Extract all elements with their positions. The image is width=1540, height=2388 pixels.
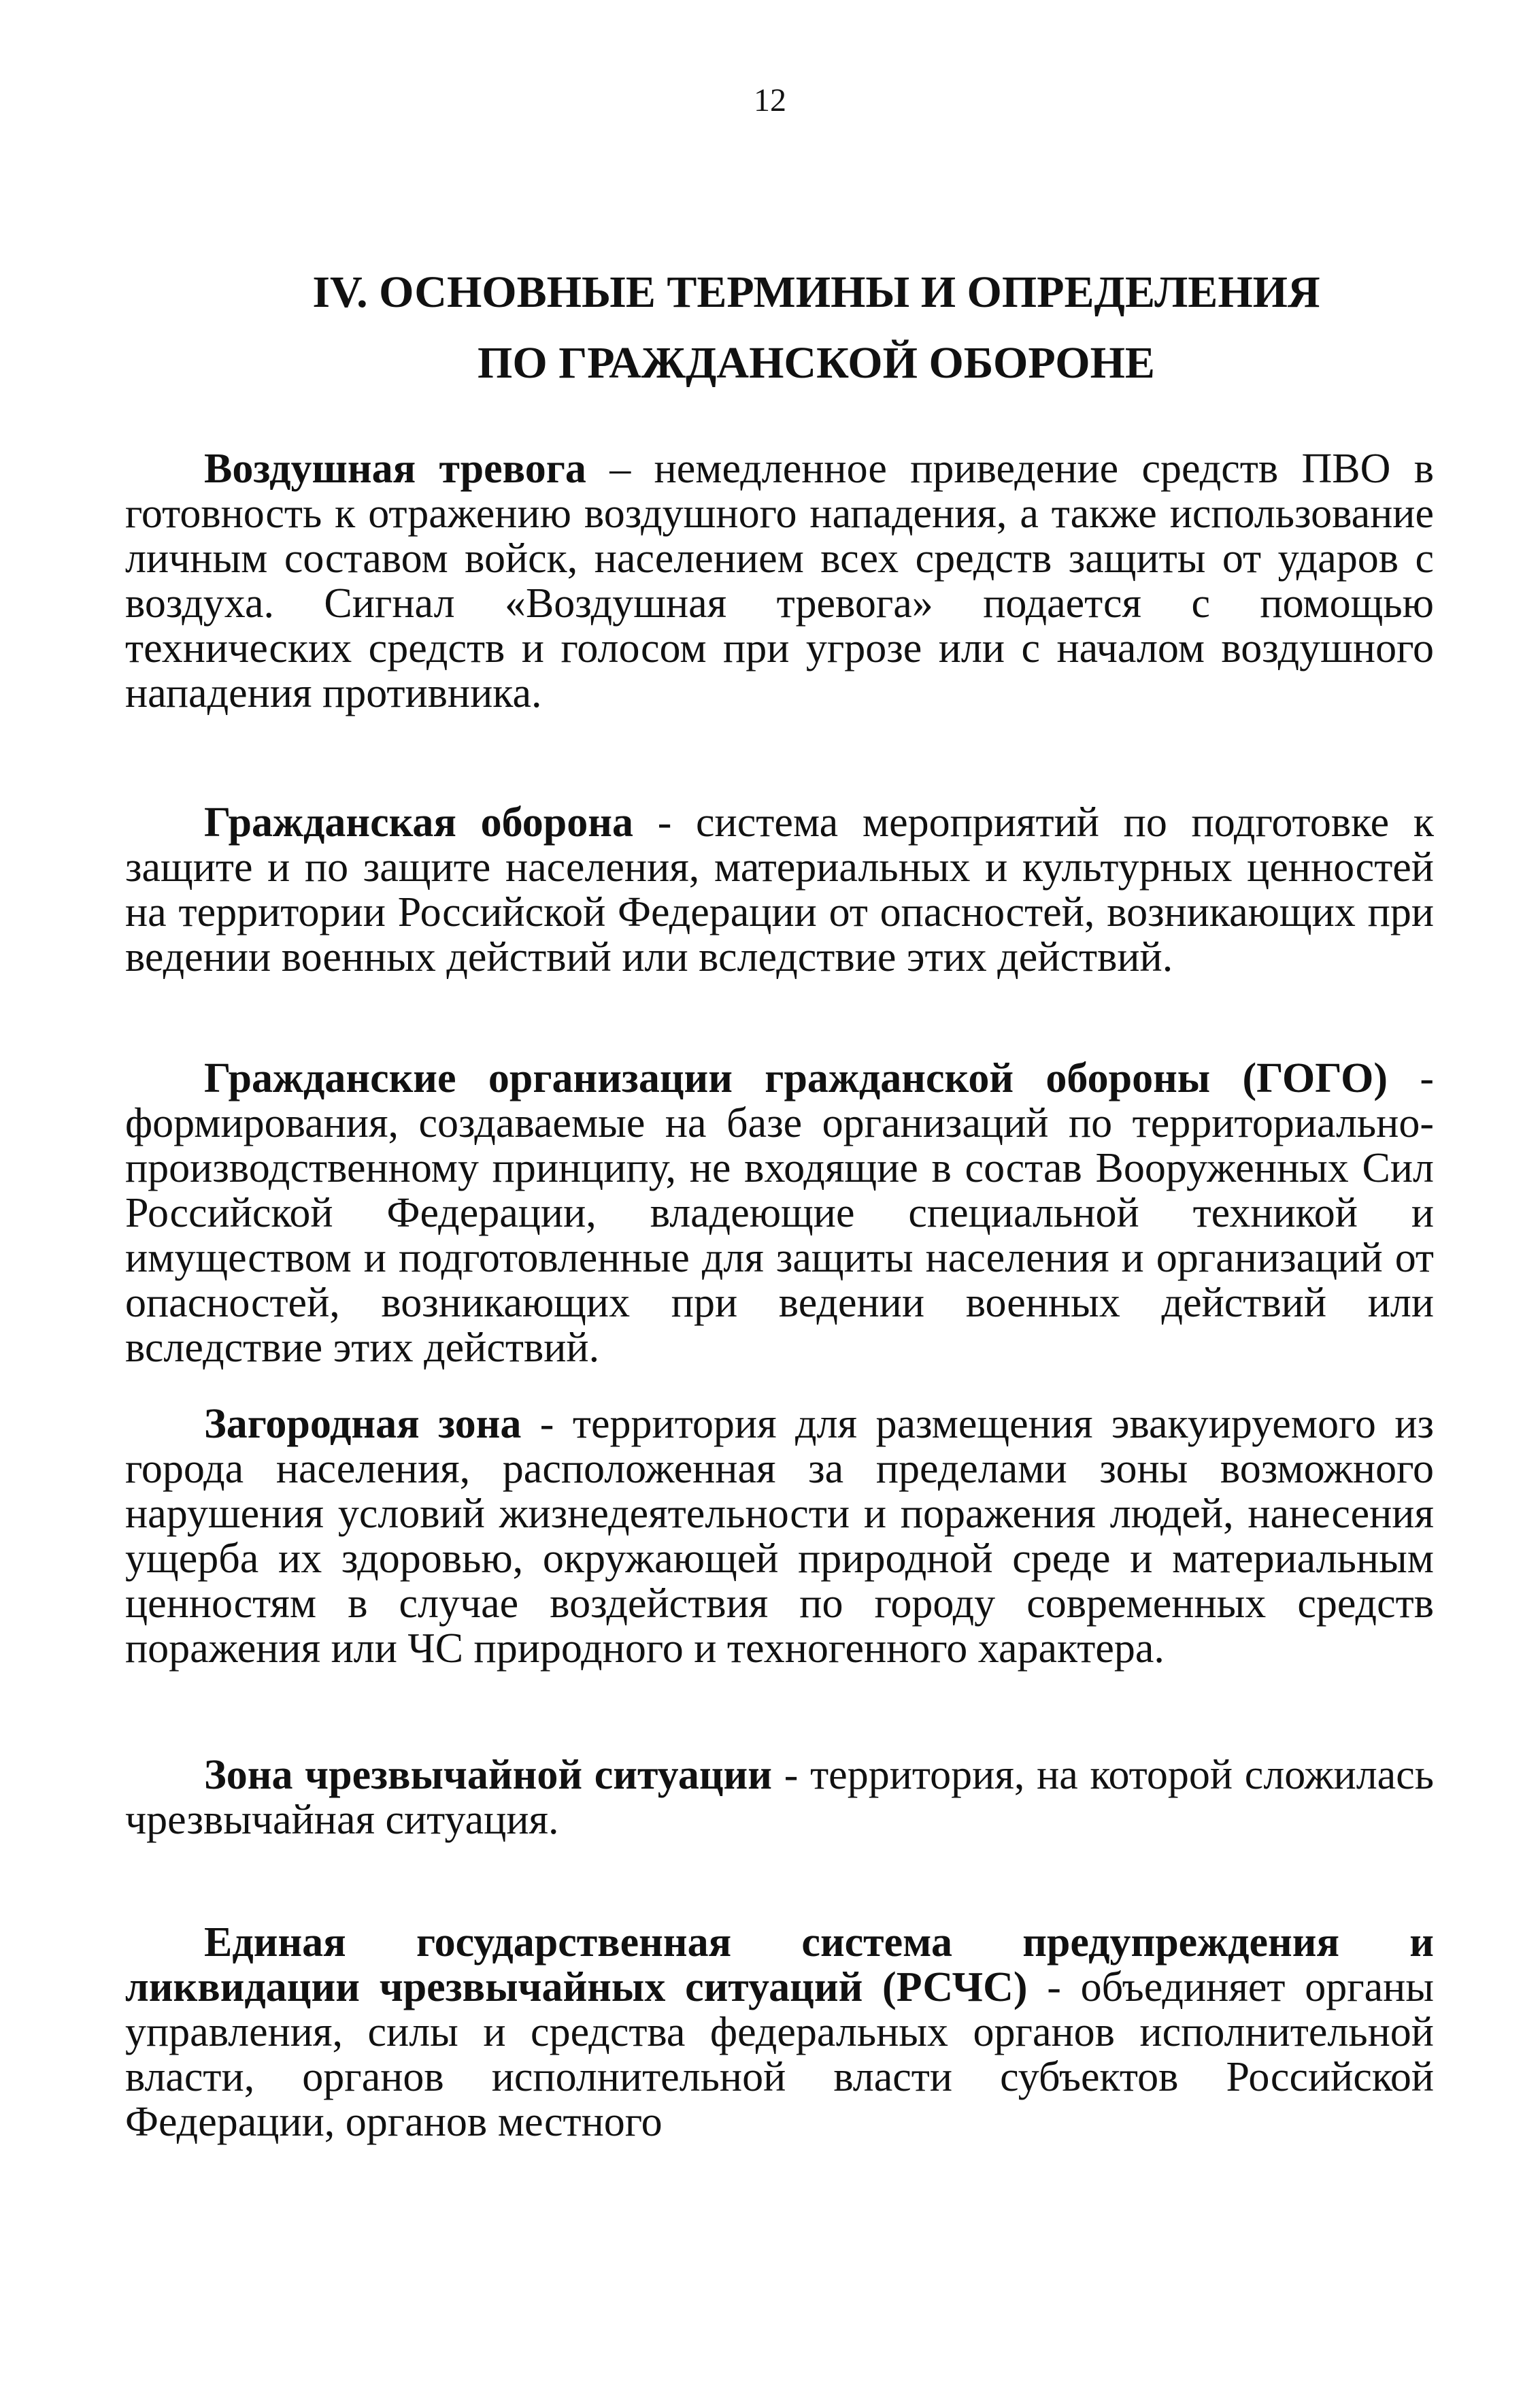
term-entry-civil-defense (125, 800, 1434, 980)
term-definition: - система мероприятий по подготовке к защите и по защите населения, материальных и культурных ценностей на территории Российской Федерации от опасностей, возникающих при ведении военных действий или вследствие этих действий. (125, 799, 1434, 980)
term-definition: - объединяет органы управления, силы и средства федеральных органов исполнительной власти, органов исполнительной власти субъектов Российской Федерации, органов местного (125, 1964, 1435, 2145)
term-entry-suburban-zone (125, 1402, 1434, 1671)
term-name: Единая государственная система предупреждения и ликвидации чрезвычайных ситуаций (РСЧС) (125, 1919, 1434, 2010)
term-name: Загородная зона (204, 1401, 522, 1447)
section-title-line-2: ПО ГРАЖДАНСКОЙ ОБОРОНЕ (478, 338, 1155, 388)
term-definition: - территория, на которой сложилась чрезвычайная ситуация. (125, 1752, 1434, 1843)
term-definition: - территория для размещения эвакуируемого из города населения, расположенная за пределами зоны возможного нарушения условий жизнедеятельности и поражения людей, нанесения ущерба их здоровью, окружающей природной среде и материальным ценностям в случае воздействия по городу современных средств поражения или ЧС природного и техногенного характера. (125, 1401, 1434, 1672)
term-definition: – немедленное приведение средств ПВО в готовность к отражению воздушного нападения, а также использование личным составом войск, населением всех средств защиты от ударов с воздуха. Сигнал «Воздушная тревога» подается с помощью технических средств и голосом при угрозе или с началом воздушного нападения противника. (125, 446, 1435, 716)
term-name: Воздушная тревога (204, 446, 586, 492)
section-title (204, 257, 1428, 399)
term-definition: - формирования, создаваемые на базе организаций по территориально-производственному принципу, не входящие в состав Вооруженных Сил Российской Федерации, владеющие специальной техникой и имуществом и подготовленные для защиты населения и организаций от опасностей, возникающих при ведении военных действий или вследствие этих действий. (125, 1055, 1434, 1371)
term-name: Гражданская оборона (204, 799, 633, 846)
section-title-line-1: IV. ОСНОВНЫЕ ТЕРМИНЫ И ОПРЕДЕЛЕНИЯ (312, 267, 1320, 317)
term-entry-air-alert (125, 446, 1434, 716)
term-name: Гражданские организации гражданской обороны (ГОГО) (204, 1055, 1388, 1101)
term-entry-gogo (125, 1056, 1434, 1370)
term-entry-rschs (125, 1920, 1434, 2144)
term-name: Зона чрезвычайной ситуации (204, 1752, 773, 1798)
term-entry-emergency-zone (125, 1753, 1434, 1842)
page-number: 12 (754, 82, 786, 118)
